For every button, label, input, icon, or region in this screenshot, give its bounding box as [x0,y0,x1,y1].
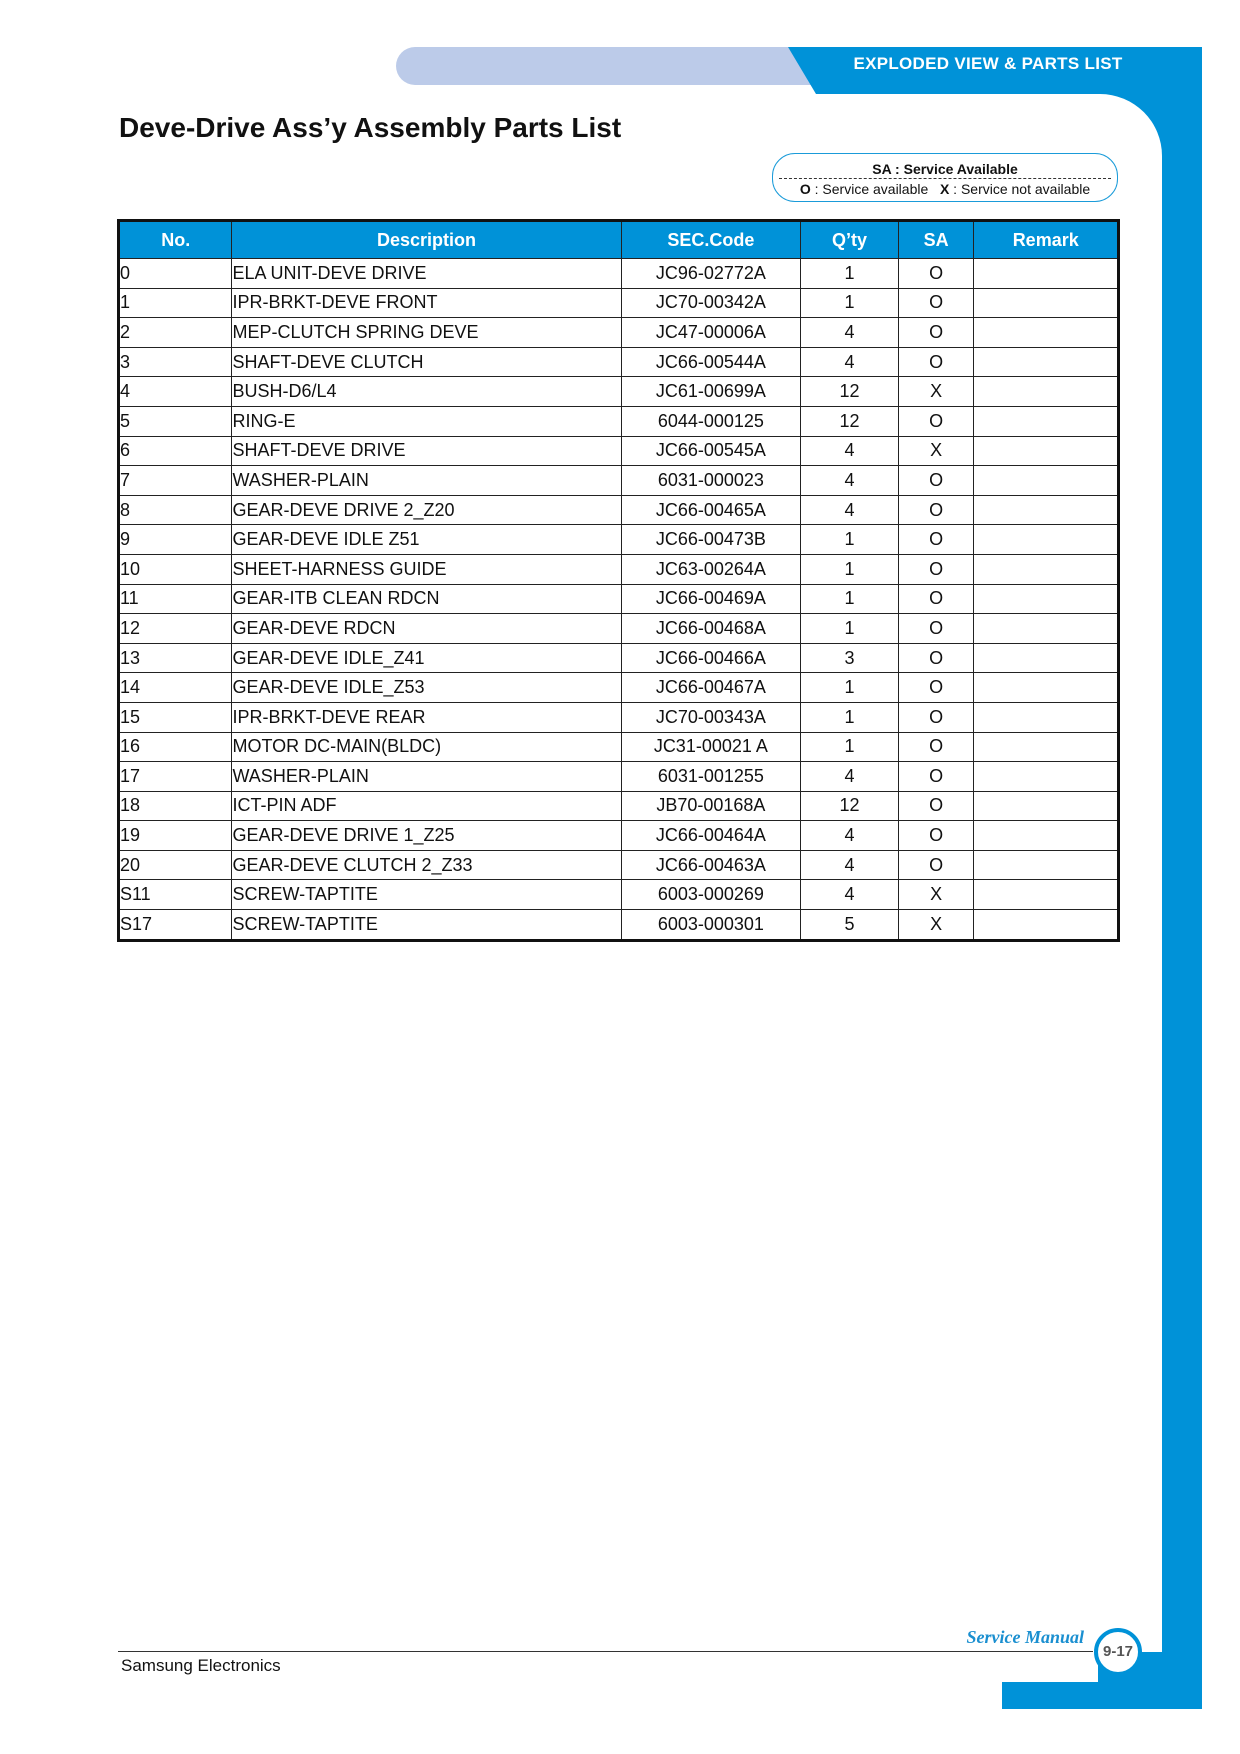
cell-remark [974,406,1119,436]
cell-sec-code: JC66-00545A [621,436,801,466]
table-header-row [119,221,1119,259]
table-row [119,732,1119,762]
cell-description: GEAR-DEVE IDLE_Z53 [232,673,621,703]
cell-no: 6 [119,436,232,466]
cell-sec-code: JC66-00465A [621,495,801,525]
cell-description: SCREW-TAPTITE [232,910,621,941]
cell-qty: 12 [801,406,899,436]
legend-x-key: X [939,181,950,197]
cell-remark [974,584,1119,614]
cell-description: IPR-BRKT-DEVE REAR [232,702,621,732]
cell-qty: 4 [801,880,899,910]
cell-remark [974,436,1119,466]
cell-sa: X [898,910,974,941]
table-row [119,318,1119,348]
cell-no: 4 [119,377,232,407]
cell-sa: O [898,702,974,732]
cell-sec-code: JC61-00699A [621,377,801,407]
table-row [119,377,1119,407]
cell-qty: 12 [801,791,899,821]
cell-sec-code: JC66-00468A [621,614,801,644]
legend-divider [779,178,1111,179]
legend-o-text: : Service available [810,181,929,197]
cell-sec-code: 6044-000125 [621,406,801,436]
cell-sec-code: JC66-00469A [621,584,801,614]
cell-sa: O [898,821,974,851]
cell-remark [974,762,1119,792]
cell-sa: O [898,466,974,496]
table-row [119,702,1119,732]
cell-description: GEAR-DEVE DRIVE 2_Z20 [232,495,621,525]
header-pill [396,47,836,85]
cell-remark [974,880,1119,910]
cell-sec-code: JB70-00168A [621,791,801,821]
cell-sa: O [898,288,974,318]
cell-sec-code: 6003-000269 [621,880,801,910]
cell-sa: O [898,643,974,673]
cell-description: IPR-BRKT-DEVE FRONT [232,288,621,318]
cell-sec-code: JC47-00006A [621,318,801,348]
cell-sa: O [898,850,974,880]
cell-no: 3 [119,347,232,377]
col-header-qty: Q’ty [801,221,899,259]
cell-description: GEAR-DEVE IDLE Z51 [232,525,621,555]
section-title: EXPLODED VIEW & PARTS LIST [853,54,1123,73]
cell-description: GEAR-ITB CLEAN RDCN [232,584,621,614]
table-row [119,466,1119,496]
cell-qty: 12 [801,377,899,407]
page-number-badge [1094,1628,1142,1676]
cell-remark [974,288,1119,318]
cell-sec-code: JC63-00264A [621,554,801,584]
legend-o-key: O [799,181,811,197]
table-row [119,584,1119,614]
cell-sa: X [898,880,974,910]
table-row [119,614,1119,644]
cell-sa: O [898,259,974,289]
cell-qty: 1 [801,673,899,703]
cell-qty: 4 [801,821,899,851]
col-header-sa: SA [898,221,974,259]
cell-qty: 1 [801,614,899,644]
col-header-sec-code: SEC.Code [621,221,801,259]
cell-no: 5 [119,406,232,436]
legend-x-text: : Service not available [949,181,1091,197]
cell-sa: O [898,584,974,614]
cell-description: SHEET-HARNESS GUIDE [232,554,621,584]
cell-remark [974,910,1119,941]
cell-description: WASHER-PLAIN [232,762,621,792]
cell-sa: O [898,732,974,762]
cell-remark [974,377,1119,407]
cell-sec-code: JC31-00021 A [621,732,801,762]
page-number: 9-17 [1102,1643,1134,1660]
cell-remark [974,643,1119,673]
cell-sa: O [898,614,974,644]
cell-no: 16 [119,732,232,762]
table-row [119,347,1119,377]
cell-qty: 1 [801,525,899,555]
cell-description: ELA UNIT-DEVE DRIVE [232,259,621,289]
cell-no: 10 [119,554,232,584]
cell-remark [974,791,1119,821]
table-row [119,288,1119,318]
cell-qty: 4 [801,347,899,377]
legend-title: SA : Service Available [872,161,1018,177]
table-row [119,762,1119,792]
cell-no: 20 [119,850,232,880]
cell-description: GEAR-DEVE IDLE_Z41 [232,643,621,673]
cell-sec-code: JC70-00342A [621,288,801,318]
cell-sa: O [898,318,974,348]
cell-qty: 4 [801,495,899,525]
table-row [119,436,1119,466]
cell-qty: 5 [801,910,899,941]
cell-sa: O [898,673,974,703]
table-row [119,880,1119,910]
cell-sec-code: 6031-000023 [621,466,801,496]
cell-sec-code: JC70-00343A [621,702,801,732]
cell-description: SCREW-TAPTITE [232,880,621,910]
footer-company: Samsung Electronics [121,1656,281,1675]
table-row [119,406,1119,436]
table-row [119,850,1119,880]
cell-qty: 4 [801,318,899,348]
cell-description: BUSH-D6/L4 [232,377,621,407]
cell-description: WASHER-PLAIN [232,466,621,496]
sa-legend [772,153,1118,202]
cell-sa: O [898,791,974,821]
cell-sa: O [898,525,974,555]
cell-description: GEAR-DEVE CLUTCH 2_Z33 [232,850,621,880]
cell-no: 7 [119,466,232,496]
cell-no: 2 [119,318,232,348]
footer-rule [118,1651,1093,1652]
cell-no: 15 [119,702,232,732]
cell-remark [974,466,1119,496]
table-row [119,259,1119,289]
cell-no: 8 [119,495,232,525]
cell-sec-code: JC66-00466A [621,643,801,673]
cell-sa: X [898,436,974,466]
cell-remark [974,495,1119,525]
cell-qty: 4 [801,436,899,466]
cell-description: GEAR-DEVE DRIVE 1_Z25 [232,821,621,851]
cell-sec-code: 6003-000301 [621,910,801,941]
legend-key [773,181,1117,197]
cell-description: RING-E [232,406,621,436]
cell-no: S17 [119,910,232,941]
page-title: Deve-Drive Ass’y Assembly Parts List [119,112,622,143]
cell-description: GEAR-DEVE RDCN [232,614,621,644]
cell-no: 11 [119,584,232,614]
table-row [119,525,1119,555]
col-header-description: Description [232,221,621,259]
col-header-no: No. [119,221,232,259]
cell-sec-code: JC96-02772A [621,259,801,289]
table-row [119,673,1119,703]
cell-remark [974,850,1119,880]
table-row [119,791,1119,821]
cell-remark [974,732,1119,762]
cell-no: 17 [119,762,232,792]
cell-remark [974,318,1119,348]
cell-qty: 1 [801,288,899,318]
cell-no: S11 [119,880,232,910]
cell-no: 0 [119,259,232,289]
cell-no: 19 [119,821,232,851]
cell-no: 13 [119,643,232,673]
cell-sa: O [898,347,974,377]
table-row [119,554,1119,584]
cell-qty: 3 [801,643,899,673]
cell-qty: 4 [801,762,899,792]
cell-qty: 1 [801,554,899,584]
cell-no: 1 [119,288,232,318]
cell-qty: 1 [801,702,899,732]
cell-sa: O [898,554,974,584]
cell-description: SHAFT-DEVE CLUTCH [232,347,621,377]
cell-remark [974,702,1119,732]
cell-sa: O [898,406,974,436]
cell-qty: 4 [801,466,899,496]
cell-remark [974,259,1119,289]
col-header-remark: Remark [974,221,1119,259]
cell-sec-code: JC66-00463A [621,850,801,880]
cell-sa: X [898,377,974,407]
cell-description: SHAFT-DEVE DRIVE [232,436,621,466]
cell-sec-code: JC66-00473B [621,525,801,555]
cell-qty: 4 [801,850,899,880]
parts-table [117,219,1120,942]
cell-remark [974,821,1119,851]
cell-sa: O [898,762,974,792]
table-row [119,910,1119,941]
cell-qty: 1 [801,584,899,614]
cell-description: ICT-PIN ADF [232,791,621,821]
cell-remark [974,347,1119,377]
cell-description: MEP-CLUTCH SPRING DEVE [232,318,621,348]
cell-remark [974,673,1119,703]
cell-remark [974,525,1119,555]
cell-remark [974,614,1119,644]
footer-manual-label: Service Manual [966,1627,1084,1647]
cell-qty: 1 [801,732,899,762]
cell-sa: O [898,495,974,525]
table-row [119,643,1119,673]
cell-sec-code: JC66-00467A [621,673,801,703]
cell-remark [974,554,1119,584]
cell-no: 14 [119,673,232,703]
cell-sec-code: JC66-00544A [621,347,801,377]
cell-sec-code: JC66-00464A [621,821,801,851]
cell-qty: 1 [801,259,899,289]
table-row [119,495,1119,525]
cell-no: 9 [119,525,232,555]
table-body [119,259,1119,941]
cell-sec-code: 6031-001255 [621,762,801,792]
cell-no: 18 [119,791,232,821]
cell-description: MOTOR DC-MAIN(BLDC) [232,732,621,762]
table-row [119,821,1119,851]
cell-no: 12 [119,614,232,644]
